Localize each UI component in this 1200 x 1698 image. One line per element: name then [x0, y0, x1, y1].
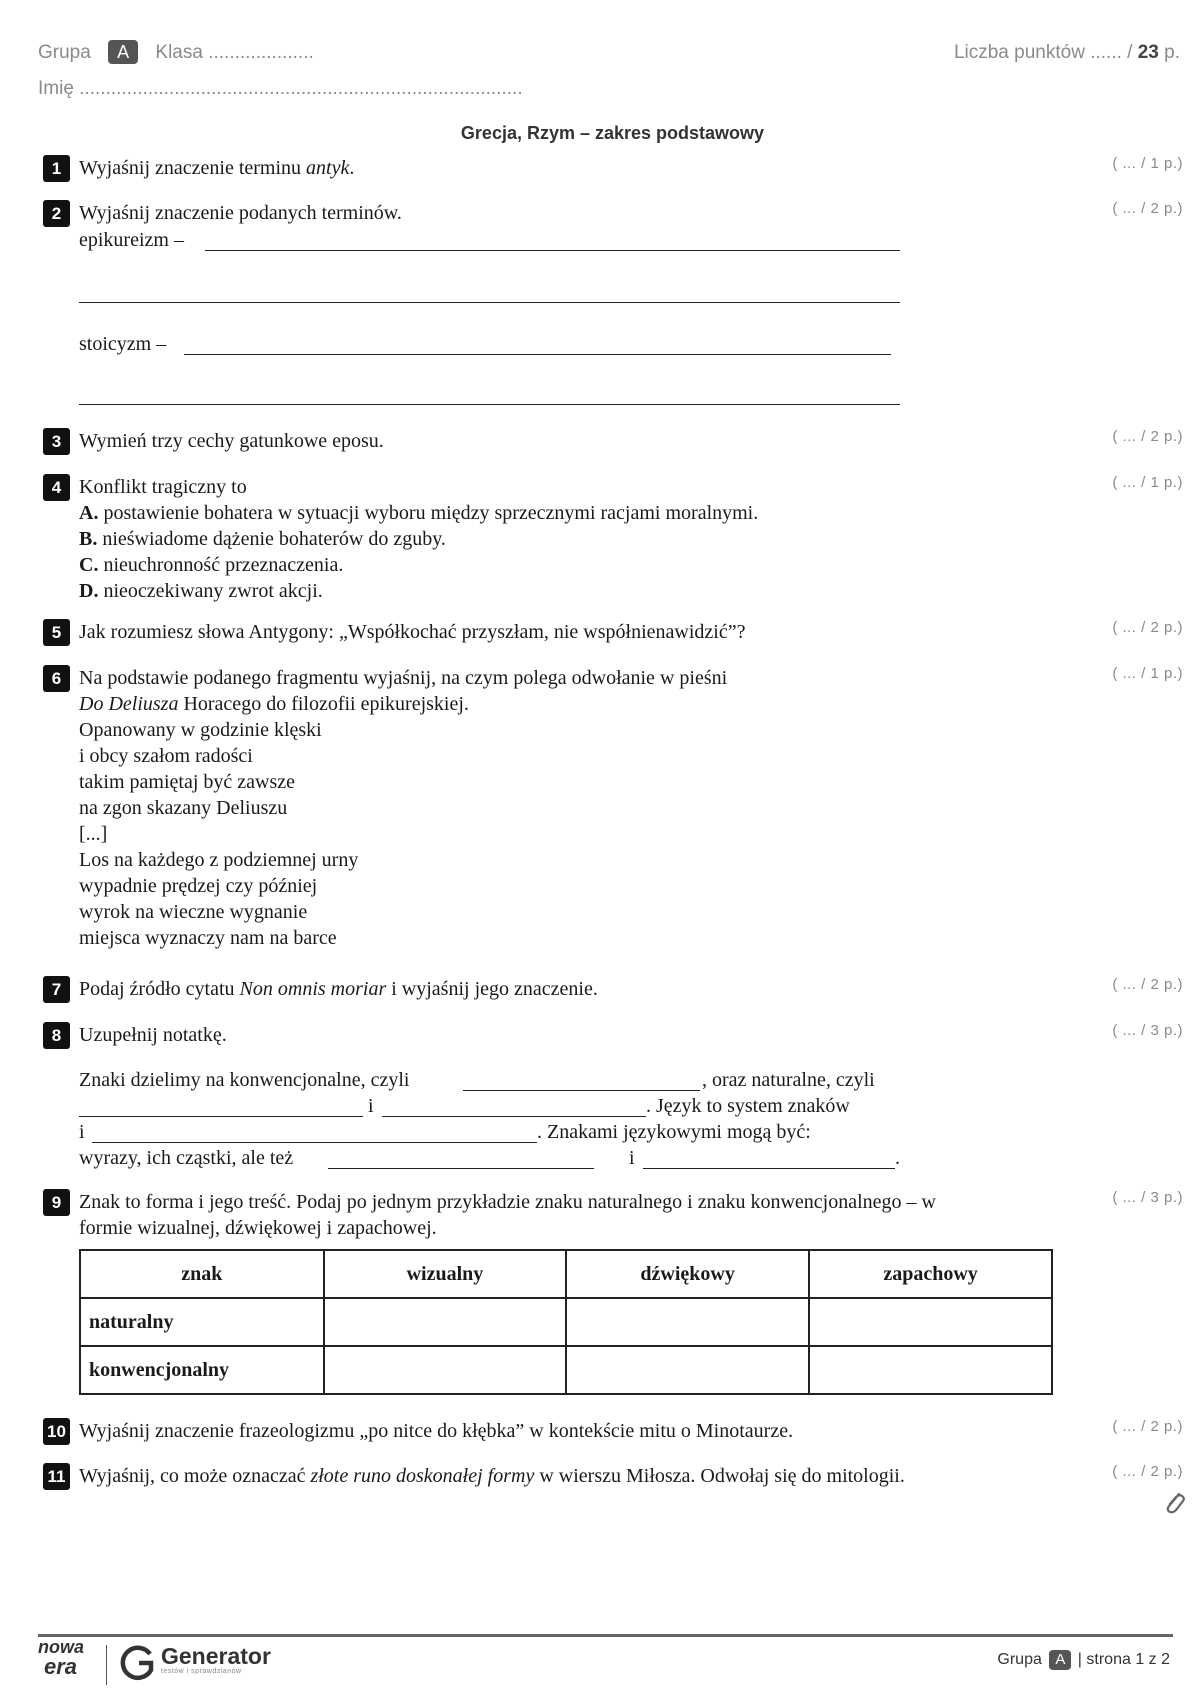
row-label: naturalny	[80, 1298, 324, 1346]
answer-line[interactable]	[79, 404, 900, 405]
points-badge: ( ... / 2 p.)	[1112, 976, 1183, 993]
points-field	[954, 42, 1180, 64]
blank-line[interactable]	[463, 1090, 700, 1091]
blank-line[interactable]	[92, 1142, 537, 1143]
question-text: Wyjaśnij znaczenie terminu antyk.	[79, 157, 355, 179]
name-field[interactable]: Imię ....................................................................................	[38, 78, 523, 99]
question-number: 10	[43, 1418, 70, 1445]
answer-cell[interactable]	[566, 1298, 809, 1346]
points-badge: ( ... / 2 p.)	[1112, 619, 1183, 636]
poem-line: Opanowany w godzinie klęski	[79, 719, 322, 741]
answer-cell[interactable]	[809, 1346, 1052, 1394]
answer-line[interactable]	[79, 302, 900, 303]
table-header: wizualny	[324, 1250, 567, 1298]
footer-group-badge: A	[1049, 1650, 1071, 1670]
points-badge: ( ... / 1 p.)	[1112, 474, 1183, 491]
class-field[interactable]: Klasa ....................	[155, 42, 314, 63]
question-number: 9	[43, 1189, 70, 1216]
table-header: znak	[80, 1250, 324, 1298]
question-text: Znak to forma i jego treść. Podaj po jednym przykładzie znaku naturalnego i znaku konwencjonalnego – w	[79, 1191, 936, 1213]
note-text: . Język to system znaków	[646, 1095, 850, 1117]
nowa-era-logo: nowa era	[38, 1637, 85, 1679]
table-header-row	[80, 1250, 1052, 1298]
page-footer-info	[997, 1650, 1170, 1670]
poem-line: wypadnie prędzej czy później	[79, 875, 318, 897]
answer-line[interactable]	[184, 354, 891, 355]
question-number: 3	[43, 428, 70, 455]
poem	[79, 717, 358, 951]
note-text: i	[79, 1121, 85, 1143]
question-text: Podaj źródło cytatu Non omnis moriar i wyjaśnij jego znaczenie.	[79, 978, 598, 1000]
question-number: 6	[43, 665, 70, 692]
table-row	[80, 1298, 1052, 1346]
answer-table	[79, 1249, 1053, 1395]
question-text: Wyjaśnij, co może oznaczać złote runo doskonałej formy w wierszu Miłosza. Odwołaj się do mitologii.	[79, 1465, 905, 1487]
poem-line: miejsca wyznaczy nam na barce	[79, 927, 337, 949]
question-text: Jak rozumiesz słowa Antygony: „Współkochać przyszłam, nie współnienawidzić”?	[79, 621, 746, 643]
option-a[interactable]: A. postawienie bohatera w sytuacji wyboru między sprzecznymi racjami moralnymi.	[79, 502, 759, 524]
generator-logo: Generator testów i sprawdzianów	[161, 1643, 271, 1675]
points-badge: ( ... / 3 p.)	[1112, 1022, 1183, 1039]
poem-line: Los na każdego z podziemnej urny	[79, 849, 359, 871]
footer-divider	[38, 1634, 1173, 1637]
table-header: zapachowy	[809, 1250, 1052, 1298]
points-badge: ( ... / 1 p.)	[1112, 665, 1183, 682]
note-text: .	[895, 1147, 900, 1169]
group-badge: A	[108, 40, 138, 64]
note-text: , oraz naturalne, czyli	[702, 1069, 875, 1091]
question-text: Wyjaśnij znaczenie podanych terminów.	[79, 202, 402, 224]
poem-line: i obcy szałom radości	[79, 745, 253, 767]
question-text: Wyjaśnij znaczenie frazeologizmu „po nitce do kłębka” w kontekście mitu o Minotaurze.	[79, 1420, 794, 1442]
note-text: Znaki dzielimy na konwencjonalne, czyli	[79, 1069, 410, 1091]
note-text: wyrazy, ich cząstki, ale też	[79, 1147, 294, 1169]
question-number: 11	[43, 1463, 70, 1490]
points-badge: ( ... / 1 p.)	[1112, 155, 1183, 172]
option-b[interactable]: B. nieświadome dążenie bohaterów do zguby.	[79, 528, 446, 550]
question-text: Konflikt tragiczny to	[79, 476, 247, 498]
blank-line[interactable]	[79, 1116, 363, 1117]
points-badge: ( ... / 2 p.)	[1112, 1418, 1183, 1435]
answer-cell[interactable]	[809, 1298, 1052, 1346]
poem-line: [...]	[79, 823, 108, 845]
question-number: 7	[43, 976, 70, 1003]
poem-line: na zgon skazany Deliuszu	[79, 797, 288, 819]
points-badge: ( ... / 2 p.)	[1112, 428, 1183, 445]
question-text-line2: Do Deliusza Horacego do filozofii epikurejskiej.	[79, 693, 469, 715]
answer-cell[interactable]	[566, 1346, 809, 1394]
poem-line: takim pamiętaj być zawsze	[79, 771, 296, 793]
footer-group-label: Grupa	[997, 1651, 1042, 1668]
question-text: Na podstawie podanego fragmentu wyjaśnij, na czym polega odwołanie w pieśni	[79, 667, 728, 689]
term-stoicyzm: stoicyzm –	[79, 333, 167, 355]
question-number: 5	[43, 619, 70, 646]
group-label: Grupa	[38, 42, 91, 63]
answer-cell[interactable]	[324, 1298, 567, 1346]
points-badge: ( ... / 2 p.)	[1112, 200, 1183, 217]
page-number: | strona 1 z 2	[1077, 1651, 1170, 1668]
table-row	[80, 1346, 1052, 1394]
points-label: Liczba punktów ...... /	[953, 42, 1133, 63]
blank-line[interactable]	[328, 1168, 594, 1169]
question-text-line2: formie wizualnej, dźwiękowej i zapachowej.	[79, 1217, 437, 1239]
points-unit: p.	[1164, 42, 1180, 63]
option-d[interactable]: D. nieoczekiwany zwrot akcji.	[79, 580, 323, 602]
points-badge: ( ... / 3 p.)	[1112, 1189, 1183, 1206]
generator-icon	[120, 1644, 156, 1687]
option-c[interactable]: C. nieuchronność przeznaczenia.	[79, 554, 344, 576]
note-text: i	[629, 1147, 635, 1169]
term-epikureizm: epikureizm –	[79, 229, 184, 251]
question-number: 2	[43, 200, 70, 227]
points-badge: ( ... / 2 p.)	[1112, 1463, 1183, 1480]
question-number: 8	[43, 1022, 70, 1049]
table-header: dźwiękowy	[566, 1250, 809, 1298]
answer-cell[interactable]	[324, 1346, 567, 1394]
row-label: konwencjonalny	[80, 1346, 324, 1394]
question-text: Uzupełnij notatkę.	[79, 1024, 227, 1046]
question-number: 1	[43, 155, 70, 182]
note-text: i	[368, 1095, 374, 1117]
points-total: 23	[1137, 42, 1159, 63]
group-field	[38, 40, 314, 64]
note-text: . Znakami językowymi mogą być:	[537, 1121, 811, 1143]
question-text: Wymień trzy cechy gatunkowe eposu.	[79, 430, 384, 452]
paperclip-icon	[1163, 1490, 1187, 1521]
blank-line[interactable]	[643, 1168, 895, 1169]
poem-line: wyrok na wieczne wygnanie	[79, 901, 308, 923]
answer-line[interactable]	[205, 250, 900, 251]
logo-separator	[106, 1645, 107, 1685]
page-title: Grecja, Rzym – zakres podstawowy	[460, 123, 765, 143]
blank-line[interactable]	[382, 1116, 646, 1117]
question-number: 4	[43, 474, 70, 501]
